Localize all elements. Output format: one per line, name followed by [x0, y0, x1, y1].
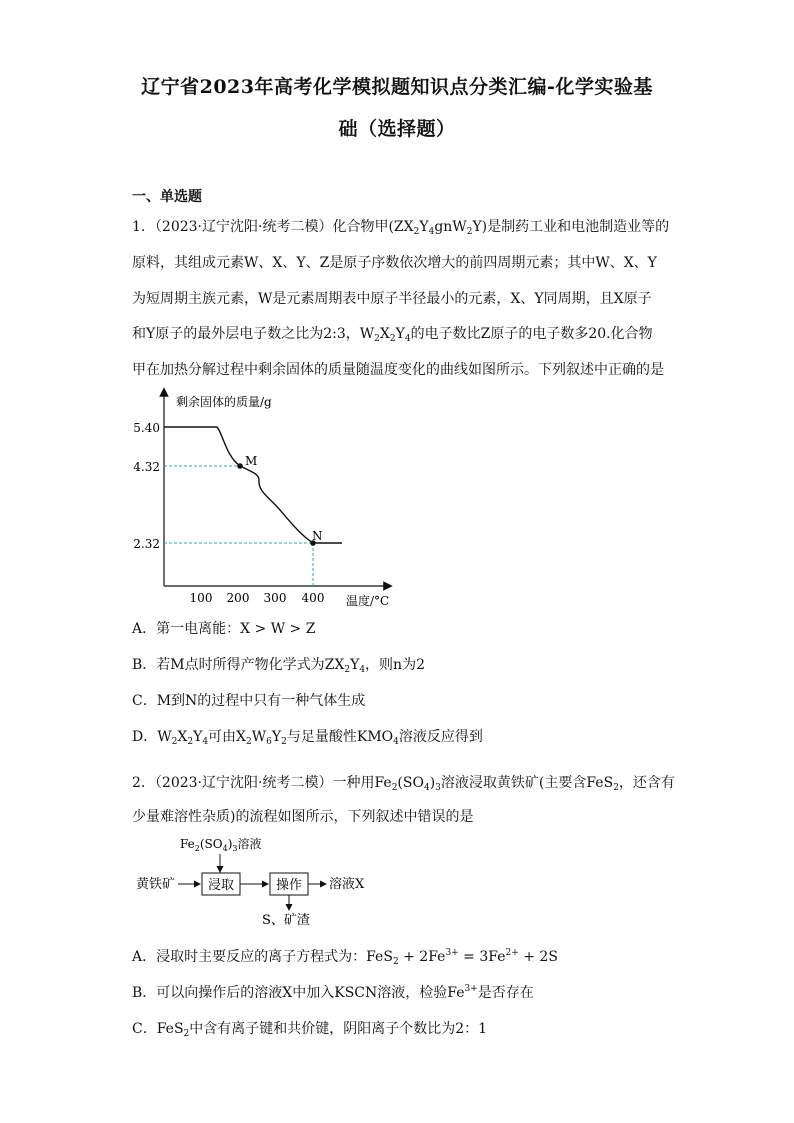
xtick-300: 300 — [263, 591, 287, 605]
q1-line5: 甲在加热分解过程中剩余固体的质量随温度变化的曲线如图所示。下列叙述中正确的是 — [132, 362, 664, 378]
ytick-432: 4.32 — [133, 460, 160, 474]
q1-option-c: C．M到N的过程中只有一种气体生成 — [132, 693, 366, 709]
ytick-232: 2.32 — [133, 537, 160, 551]
q2-option-c: C．FeS$_2$中含有离子键和共价键，阴阳离子个数比为2：1 — [132, 1021, 488, 1039]
xtick-400: 400 — [301, 591, 325, 605]
q1-line1: 1．（2023·辽宁沈阳·统考二模）化合物甲$(ZX_2Y_4gnW_2Y)$是制药工业和电池制造业等的 — [132, 219, 670, 237]
q2-option-b: B．可以向操作后的溶液X中加入KSCN溶液，检验$Fe^{3+}$是否存在 — [132, 984, 534, 1001]
flow-diagram — [132, 832, 392, 932]
q2-line1: 2．（2023·辽宁沈阳·统考二模）一种用$Fe_2(SO_4)_3$溶液浸取黄铁矿(主要含FeS$_2$，还含有 — [132, 775, 675, 793]
doc-title-line2: 础（选择题） — [338, 118, 456, 140]
y-axis-label: 剩余固体的质量/g — [176, 395, 272, 409]
mass-curve — [164, 427, 342, 543]
x-axis-label: 温度/°C — [346, 594, 390, 608]
q1-line3: 为短周期主族元素，W是元素周期表中原子半径最小的元素，X、Y同周期，且X原子 — [132, 291, 652, 307]
xtick-100: 100 — [189, 591, 213, 605]
label-n: N — [312, 529, 323, 543]
q1-line2: 原料，其组成元素W、X、Y、Z是原子序数依次增大的前四周期元素；其中W、X、Y — [132, 255, 657, 271]
q1-option-d: D．$W_2X_2Y_4$可由$X_2W_6Y_2$与足量酸性$KMO_4$溶液反应得到 — [132, 729, 483, 747]
flow-bottom: S、矿渣 — [262, 913, 310, 928]
flow-start: 黄铁矿 — [136, 877, 176, 892]
flow-end: 溶液X — [329, 877, 365, 892]
q1-line4: 和Y原子的最外层电子数之比为2:3，$W_2X_2Y_4$的电子数比Z原子的电子数多20.化合物 — [132, 326, 653, 344]
ytick-540: 5.40 — [133, 421, 160, 435]
xtick-200: 200 — [226, 591, 250, 605]
section-heading: 一、单选题 — [132, 189, 202, 205]
label-m: M — [245, 454, 258, 468]
q2-option-a: A．浸取时主要反应的离子方程式为：$FeS_2 + 2Fe^{3+} = 3Fe^{2+} + 2S$ — [132, 948, 558, 967]
flow-box2-label: 操作 — [275, 878, 303, 893]
q1-option-a: A．第一电离能：X > W > Z — [132, 621, 316, 637]
doc-title-line1: 辽宁省2023年高考化学模拟题知识点分类汇编-化学实验基 — [141, 76, 653, 98]
mass-temperature-chart — [120, 386, 410, 611]
flow-box1-label: 浸取 — [207, 878, 235, 893]
q2-line2: 少量难溶性杂质)的流程如图所示，下列叙述中错误的是 — [132, 809, 474, 825]
point-m — [237, 463, 243, 469]
q1-option-b: B．若M点时所得产物化学式为$ZX_2Y_4$，则n为2 — [132, 657, 425, 675]
flow-input-top: $Fe_2(SO_4)_3$溶液 — [180, 837, 262, 853]
